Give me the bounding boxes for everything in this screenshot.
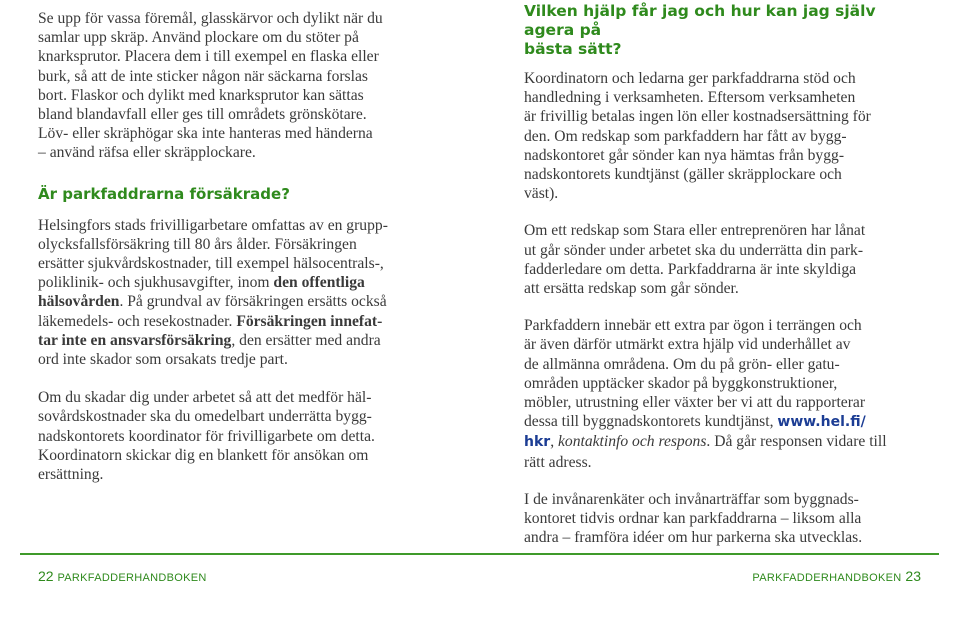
help-heading: Vilken hjälp får jag och hur kan jag själv agera på bästa sätt?	[524, 2, 876, 58]
insurance-paragraph: Helsingfors stads frivilligarbetare omfattas av en grupp- olycksfallsförsäkring till 80 års ålder. Försäkringen ersätter sjukvårdskostnader, till exempel hälsocentrals-, poliklinik- och sjukhusavgifter, inom den offentliga hälsovården. På grundval av försäkringen ersätts också läkemedels- och resekostnader. Försäkringen innefat- tar inte en ansvarsförsäkring, den ersätter med andra ord inte skador som orsakats tredje part.	[38, 216, 388, 369]
footer-right	[752, 568, 921, 584]
footer-divider	[20, 553, 939, 555]
report-paragraph: Parkfaddern innebär ett extra par ögon i terrängen och är även därför utmärkt extra hjälp vid underhållet av de allmänna områdena. Om du på grön- eller gatu- områden upptäcker skador på byggkonstruktioner, möbler, utrustning eller växter ber vi att du rapporterar dessa till byggnadskontorets kundtjänst, www.hel.fi/ hkr, kontaktinfo och respons. Då går responsen vidare till rätt adress.	[524, 317, 887, 471]
left-page-column	[38, 9, 446, 484]
right-page-column	[524, 2, 920, 547]
feedback-link-part1[interactable]: www.hel.fi/	[777, 414, 866, 431]
emphasis-liability: Försäkringen innefat-	[236, 312, 383, 330]
intro-paragraph: Se upp för vassa föremål, glasskärvor och dylikt när du samlar upp skräp. Använd plockare om du stöter på knarksprutor. Placera dem i till exempel en flaska eller burk, så att de inte sticker någon när säckarna forslas bort. Flaskor och dylikt med knarksprutor kan sättas bland blandavfall eller ges till områdets grönskötare. Löv- eller skräphögar ska inte hanteras med händerna – använd räfsa eller skräpplockare.	[38, 10, 383, 162]
footer-left	[38, 568, 207, 584]
emphasis-public-healthcare: den offentliga	[273, 274, 365, 292]
feedback-path: kontaktinfo och respons	[557, 433, 707, 451]
left-footer-title: PARKFADDERHANDBOKEN	[57, 572, 207, 584]
support-paragraph: Koordinatorn och ledarna ger parkfaddrarna stöd och handledning i verksamheten. Eftersom verksamheten är frivillig betalas ingen lön eller kostnadsersättning för den. Om redskap som parkfaddern har fått av bygg- nadskontoret går sönder kan nya hämtas från bygg- nadskontorets kundtjänst (gäller skräpplockare och väst).	[524, 70, 871, 203]
feedback-link-part2[interactable]: hkr	[524, 434, 551, 451]
injury-paragraph: Om du skadar dig under arbetet så att det medför häl- sovårdskostnader ska du omedelbart underrätta bygg- nadskontorets koordinator för frivilligarbete om detta. Koordinatorn skickar dig en blankett för ansökan om ersättning.	[38, 389, 375, 484]
right-page-number: 23	[905, 568, 921, 584]
right-footer-title: PARKFADDERHANDBOKEN	[752, 572, 902, 584]
insurance-heading: Är parkfaddrarna försäkrade?	[38, 184, 290, 203]
forum-paragraph: I de invånarenkäter och invånarträffar som byggnads- kontoret tidvis ordnar kan parkfaddrarna – liksom alla andra – framföra idéer om hur parkerna ska utvecklas.	[524, 490, 863, 547]
tools-paragraph: Om ett redskap som Stara eller entreprenören har lånat ut går sönder under arbetet ska du underrätta din park- fadderledare om detta. Parkfaddrarna är inte skyldiga att ersätta redskap som går sönder.	[524, 222, 866, 298]
left-page-number: 22	[38, 568, 54, 584]
